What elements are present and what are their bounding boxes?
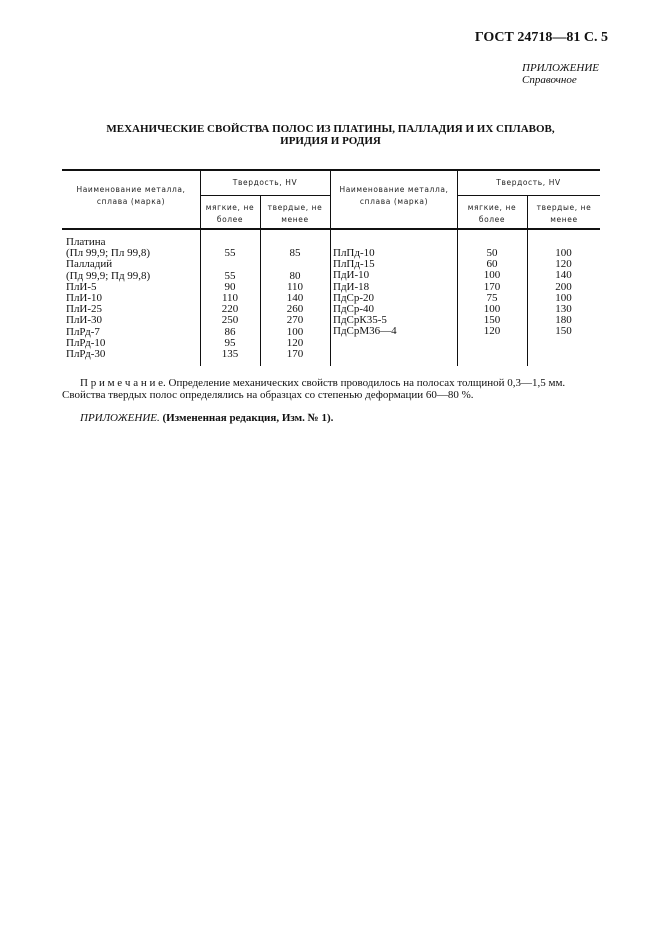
cell-soft: 120 [483,325,501,338]
cell-name: ПлРд-10 [66,336,106,349]
subheader-rule [200,195,330,196]
cell-hard: 140 [555,269,572,282]
cell-soft: 110 [221,292,239,304]
cell-hard: 85 [289,247,301,260]
header-name: Наименование металла, сплава (марка) [76,185,186,206]
amendment-appendix: ПРИЛОЖЕНИЕ. [80,412,160,424]
header-hard: твердые, не менее [267,203,323,224]
cell-hard: 100 [555,291,572,304]
amendment-text: (Измененная редакция, Изм. № 1). [162,412,334,424]
header-soft: мягкие, не более [467,203,517,224]
cell-name: ПлРд-7 [66,325,100,338]
column-divider [330,170,331,366]
cell-name: ПлПд-10 [333,247,375,259]
cell-hard: 180 [555,314,572,327]
cell-hard: 120 [555,258,572,271]
cell-soft: 55 [224,247,236,260]
cell-hard: 140 [286,292,304,304]
cell-hard: 200 [555,280,572,293]
cell-name: (Пл 99,9; Пл 99,8) [66,247,150,260]
cell-name: ПлИ-25 [66,303,103,316]
appendix-type: Справочное [522,74,577,86]
cell-name: ПдСр-40 [333,303,375,315]
appendix-label: ПРИЛОЖЕНИЕ [522,62,599,74]
cell-hard: 130 [555,303,572,315]
note-line-2: Свойства твердых полос определялись на образцах со степенью деформации 60—80 %. [62,389,474,401]
doc-reference: ГОСТ 24718—81 С. 5 [474,30,608,45]
header-hard: твердые, не менее [536,203,592,224]
cell-name: ПдИ-10 [333,269,370,282]
cell-hard: 100 [555,247,572,259]
cell-name: Палладий [66,258,113,271]
note-label: П р и м е ч а н и е. [80,377,166,389]
cell-name: ПдСрК35-5 [333,314,387,327]
title-line-2: ИРИДИЯ И РОДИЯ [280,135,381,147]
cell-soft: 95 [224,336,236,349]
cell-hard: 170 [286,348,304,360]
header-hardness: Твердость, HV [496,178,561,187]
cell-soft: 50 [486,247,498,259]
cell-name: ПдСр-20 [333,291,375,304]
cell-soft: 100 [483,269,501,282]
subheader-rule [457,195,600,196]
cell-name: ПлИ-30 [66,314,103,327]
cell-hard: 110 [286,280,304,293]
table-top-rule [62,169,600,171]
table-header-rule [62,228,600,230]
title-line-1: МЕХАНИЧЕСКИЕ СВОЙСТВА ПОЛОС ИЗ ПЛАТИНЫ, ПАЛЛАДИЯ И ИХ СПЛАВОВ, [106,123,555,135]
cell-name: ПдСрМ36—4 [333,325,397,338]
cell-name: ПлИ-5 [66,280,97,293]
cell-name: ПлРд-30 [66,348,106,360]
cell-name: Платина [66,236,106,248]
cell-soft: 90 [224,280,236,293]
cell-hard: 150 [555,325,572,338]
cell-soft: 55 [224,269,236,282]
cell-name: (Пд 99,9; Пд 99,8) [66,269,151,282]
note-line-1 [80,377,565,389]
cell-name: ПлПд-15 [333,258,375,271]
cell-name: ПдИ-18 [333,280,370,293]
cell-soft: 170 [483,280,501,293]
cell-hard: 270 [286,314,304,327]
cell-soft: 220 [221,303,239,316]
header-name: Наименование металла, сплава (марка) [339,185,449,206]
cell-soft: 100 [483,303,501,315]
cell-soft: 135 [221,348,239,360]
cell-hard: 80 [289,269,301,282]
cell-soft: 60 [486,258,498,271]
cell-hard: 260 [286,303,304,316]
cell-soft: 75 [486,291,498,304]
amendment-line [80,412,333,424]
cell-soft: 86 [224,325,236,338]
cell-soft: 150 [483,314,501,327]
header-hardness: Твердость, HV [232,178,298,187]
header-soft: мягкие, не более [205,203,255,224]
cell-hard: 120 [286,336,304,349]
cell-soft: 250 [221,314,239,327]
note-text: Определение механических свойств проводилось на полосах толщиной 0,3—1,5 мм. [168,377,566,389]
cell-name: ПлИ-10 [66,292,103,304]
cell-hard: 100 [286,325,304,338]
